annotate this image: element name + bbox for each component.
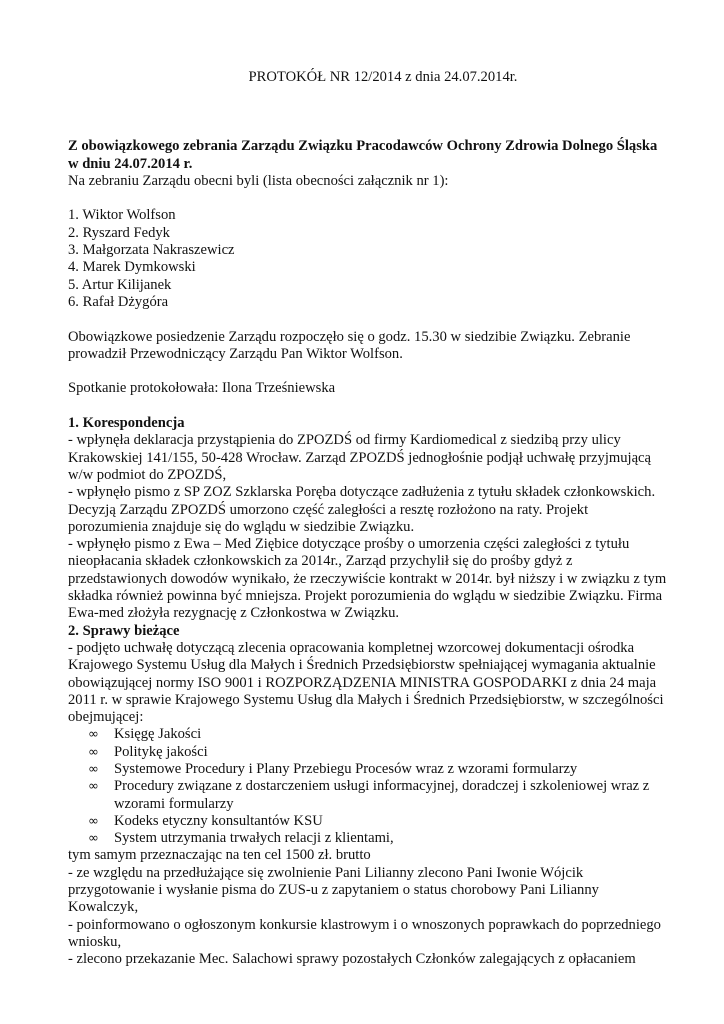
attendee-list [68, 207, 668, 311]
bullet-text: Księgę Jakości [114, 726, 202, 743]
bullet-item [88, 744, 668, 761]
spacer [68, 190, 668, 207]
bullet-text: Kodeks etyczny konsultantów KSU [114, 812, 323, 829]
bullet-text: Procedury związane z dostarczeniem usługi informacyjnej, doradczej i szkoleniowej wraz z wzorami formularzy [114, 778, 650, 812]
meeting-heading: Z obowiązkowego zebrania Zarządu Związku Pracodawców Ochrony Zdrowia Dolnego Śląska w dniu 24.07.2014 r. [68, 138, 658, 172]
section2-item: - ze względu na przedłużające się zwolnienie Pani Lilianny zlecono Pani Iwonie Wójcik przygotowanie i wysłanie pisma do ZUS-u z zapytaniem o status chorobowy Pani Lilianny Kowalczyk, [68, 864, 599, 916]
infinity-bullet-icon: ∞ [88, 744, 99, 760]
infinity-bullet-icon: ∞ [88, 761, 99, 777]
attendee-item: 3. Małgorzata Nakraszewicz [68, 242, 235, 259]
opening-paragraph: Obowiązkowe posiedzenie Zarządu rozpoczęło się o godz. 15.30 w siedzibie Związku. Zebranie prowadził Przewodniczący Zarządu Pan Wiktor Wolfson. [68, 328, 631, 362]
section2-heading: 2. Sprawy bieżące [68, 622, 180, 639]
section2-item: - zlecono przekazanie Mec. Salachowi sprawy pozostałych Członków zalegających z opłacaniem [68, 951, 636, 968]
spacer [68, 311, 668, 328]
attendee-item: 2. Ryszard Fedyk [68, 224, 170, 241]
scope-bullet-list [68, 726, 668, 847]
section1-item: - wpłynęła deklaracja przystąpienia do ZPOZDŚ od firmy Kardiomedical z siedzibą przy ulicy Krakowskiej 141/155, 50-428 Wrocław. Zarząd ZPOZDŚ jednogłośnie podjął uchwałę przyjmującą w/w podmiot do ZPOZDŚ, [68, 432, 652, 483]
section1-item: - wpłynęło pismo z SP ZOZ Szklarska Poręba dotyczące zadłużenia z tytułu składek członkowskich. Decyzją Zarządu ZPOZDŚ umorzono część zaległości a resztę rozłożono na raty. Projekt porozumienia znajduje się do wglądu w siedzibie Związku. [68, 484, 656, 535]
infinity-bullet-icon: ∞ [88, 779, 99, 795]
attendee-item: 1. Wiktor Wolfson [68, 207, 176, 224]
bullet-text: Politykę jakości [114, 743, 208, 760]
infinity-bullet-icon: ∞ [88, 831, 99, 847]
attendance-intro: Na zebraniu Zarządu obecni byli (lista obecności załącznik nr 1): [68, 172, 449, 189]
bullet-item [88, 778, 668, 813]
attendee-item: 5. Artur Kilijanek [68, 276, 172, 293]
bullet-item [88, 830, 668, 847]
spacer [68, 86, 668, 138]
document-page [68, 69, 668, 969]
spacer [68, 398, 668, 415]
section2-intro: - podjęto uchwałę dotyczącą zlecenia opracowania kompletnej wzorcowej dokumentacji ośrodka Krajowego Systemu Usług dla Małych i Średnich Przedsiębiorstw spełniającej wymagania aktualnie obowiązującej normy ISO 9001 i ROZPORZĄDZENIA MINISTRA GOSPODARKI z dnia 24 maja 2011 r. w sprawie Krajowego Systemu Usług dla Małych i Średnich Przedsiębiorstw, w szczególności obejmującej: [68, 639, 664, 726]
minutes-by: Spotkanie protokołowała: Ilona Trześniewska [68, 380, 336, 397]
section1-item: - wpłynęło pismo z Ewa – Med Ziębice dotyczące prośby o umorzenia części zaległości z tytułu nieopłacania składek członkowskich za 2014r., Zarząd przychylił się do prośby gdyż z przedstawionych dowodów wynikało, że rzeczywiście kontrakt w 2014r. był niższy i w związku z tym składka również powinna być mniejsza. Projekt porozumienia do wglądu w siedzibie Związku. Firma Ewa-med złożyła rezygnację z Członkostwa w Związku. [68, 536, 667, 622]
infinity-bullet-icon: ∞ [88, 813, 99, 829]
bullet-item [88, 726, 668, 743]
bullet-item [88, 761, 668, 778]
attendee-item: 6. Rafał Dżygóra [68, 293, 169, 310]
infinity-bullet-icon: ∞ [88, 727, 99, 743]
section2-item: - poinformowano o ogłoszonym konkursie klastrowym i o wnoszonych poprawkach do poprzedniego wniosku, [68, 916, 661, 950]
budget-line: tym samym przeznaczając na ten cel 1500 zł. brutto [68, 847, 371, 864]
spacer [68, 363, 668, 380]
bullet-text: Systemowe Procedury i Plany Przebiegu Procesów wraz z wzorami formularzy [114, 760, 578, 777]
section1-heading: 1. Korespondencja [68, 415, 185, 432]
attendee-item: 4. Marek Dymkowski [68, 259, 196, 276]
document-title: PROTOKÓŁ NR 12/2014 z dnia 24.07.2014r. [248, 69, 518, 85]
bullet-item [88, 813, 668, 830]
bullet-text: System utrzymania trwałych relacji z klientami, [114, 830, 394, 847]
